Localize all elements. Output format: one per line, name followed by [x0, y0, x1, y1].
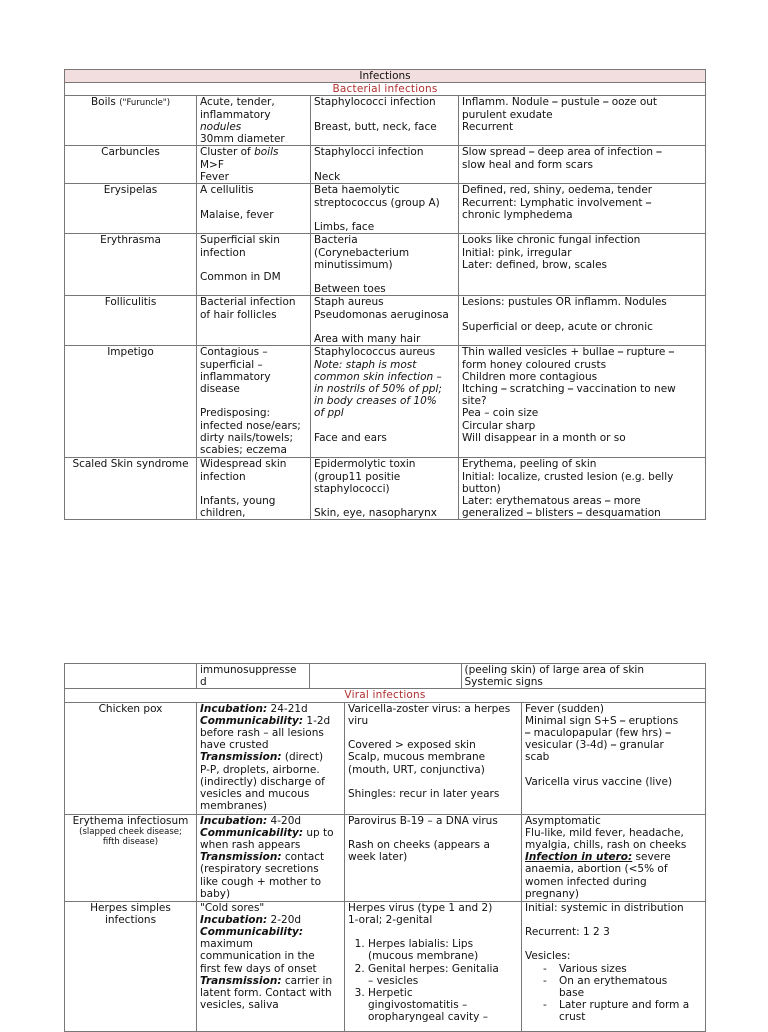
text-line: staphylococci): [314, 482, 390, 495]
text-line: latent form. Contact with: [200, 987, 332, 1000]
text-line: M>F: [200, 158, 224, 171]
transmission-label: Transmission:: [200, 974, 282, 987]
blank-line: [200, 197, 307, 209]
description-cell: [197, 458, 311, 520]
text-line: Fever: [200, 170, 229, 183]
text-line: (respiratory secretions: [200, 863, 319, 876]
blank-line: [314, 159, 455, 171]
text-line: (Corynebacterium: [314, 246, 410, 259]
text-line: Covered > exposed skin: [348, 739, 476, 752]
text-line: A cellulitis: [200, 184, 254, 197]
cause-cell: [311, 234, 459, 296]
list-item: [368, 963, 518, 987]
text-line: immunosuppresse: [200, 664, 297, 676]
signs-cell: [459, 146, 706, 184]
cause-cell: [345, 702, 522, 814]
text-line: - Later rupture and form a: [559, 999, 690, 1012]
blank-line: [314, 495, 455, 507]
infection-name-note: (slapped cheek disease;: [79, 826, 182, 837]
note-line: in body creases of 10%: [314, 395, 437, 408]
text-line: disease: [200, 383, 240, 396]
text-line: Varicella virus vaccine (live): [525, 775, 673, 788]
cause-cell: [345, 814, 522, 901]
text-line: (indirectly) discharge of: [200, 775, 325, 788]
text-line: [200, 975, 341, 987]
text-line: Recurrent: 1 2 3: [525, 926, 610, 938]
text-line: Staphylococcus aureus: [314, 346, 436, 359]
table-row: [65, 146, 706, 184]
cause-cell: [345, 901, 522, 1031]
cause-cell: [311, 296, 459, 346]
text-line: pregnany): [525, 887, 579, 900]
text-line: [200, 926, 341, 938]
infection-name: Herpes simples: [90, 901, 171, 914]
description-cell: [197, 184, 311, 234]
text-line: gingivostomatitis –: [368, 999, 468, 1012]
text-line: d: [200, 676, 207, 689]
text-line: Limbs, face: [314, 221, 375, 233]
section-header-row: [65, 83, 706, 96]
signs-cell: [459, 296, 706, 346]
infection-name-note: ("Furuncle"): [119, 98, 171, 109]
text-line: Breast, butt, neck, face: [314, 120, 437, 133]
continuation-content-cell: [197, 664, 706, 689]
list-item: [368, 987, 518, 1024]
text-line: Contagious –: [200, 346, 268, 359]
incubation-label: Incubation:: [200, 702, 268, 715]
text-line: - On an erythematous: [559, 974, 668, 987]
continuation-inner-row: [197, 664, 705, 688]
herpes-type-list: [348, 938, 518, 1023]
blank-line: [314, 209, 455, 221]
list-item: [543, 963, 702, 975]
text-line: 30mm diameter: [200, 133, 285, 146]
text-line: Bacterial infection: [200, 296, 296, 309]
transmission-label: Transmission:: [200, 751, 282, 764]
bacterial-infections-table: [64, 69, 706, 520]
text-line: Varicella-zoster virus: a herpes: [348, 702, 511, 715]
list-item: [543, 999, 702, 1023]
text-line: 1. Herpes labialis: Lips: [368, 938, 474, 951]
communicability-value: up to: [303, 826, 334, 839]
text-line: (mucous membrane): [368, 950, 479, 963]
text-line: Rash on cheeks (appears a: [348, 839, 490, 851]
text-line: site?: [462, 395, 487, 408]
infection-name: Chicken pox: [98, 702, 163, 715]
table-row: [65, 702, 706, 814]
note-line: of ppl: [314, 407, 344, 420]
description-cell: [197, 346, 311, 458]
signs-cell: [459, 234, 706, 296]
section-header-row: [65, 689, 706, 702]
transmission-value: (direct): [281, 751, 324, 764]
description-cell: [197, 146, 311, 184]
signs-cell: [522, 814, 706, 901]
blank-line: [314, 109, 455, 121]
text-line: [200, 715, 341, 727]
note-line: Note: staph is most: [314, 358, 417, 371]
text-line: Staphylococci infection: [314, 96, 436, 109]
text-line: week later): [348, 851, 408, 864]
text-line: baby): [200, 887, 231, 900]
text-line: P-P, droplets, airborne.: [200, 763, 320, 776]
text-line: before rash – all lesions: [200, 727, 324, 740]
text-line: Pseudomonas aeruginosa: [314, 308, 449, 321]
text-line: generalized ⎯ blisters ⎯ desquamation: [462, 507, 661, 520]
continuation-row: [65, 664, 706, 689]
text-line: [200, 146, 307, 158]
text-line: Thin walled vesicles + bullae ⎯ rupture ⎯: [462, 346, 674, 359]
text-line: anaemia, abortion (<5% of: [525, 863, 668, 876]
text-line: Erythema, peeling of skin: [462, 458, 597, 471]
text-line: form honey coloured crusts: [462, 358, 607, 371]
vesicle-feature-list: [525, 963, 702, 1024]
text-line: Skin, eye, nasopharynx: [314, 507, 437, 520]
signs-cell: [522, 901, 706, 1031]
text-line: membranes): [200, 800, 268, 813]
table-row: [65, 184, 706, 234]
infection-name: Boils: [90, 96, 116, 109]
text-line: [200, 914, 341, 926]
text-line: Initial: systemic in distribution: [525, 901, 684, 914]
infection-name: Carbuncles: [101, 146, 160, 159]
table-title: Infections: [65, 70, 706, 83]
epidemiology-cell: [197, 901, 345, 1031]
text-line: Herpes virus (type 1 and 2): [348, 901, 493, 914]
signs-cell: [459, 346, 706, 458]
text-line: women infected during: [525, 875, 647, 888]
signs-cell: [459, 96, 706, 146]
text-line: Vesicles:: [525, 950, 571, 963]
text-line: slow heal and form scars: [462, 158, 593, 171]
text-line: vesicular (3-4d) ⎯ granular: [525, 739, 664, 752]
text-line: Beta haemolytic: [314, 184, 400, 197]
text-line: base: [559, 987, 585, 999]
text-line: Recurrent: [462, 120, 514, 133]
table-row: [65, 458, 706, 520]
table-title-row: [65, 70, 706, 83]
cause-cell: [311, 346, 459, 458]
blank-line: [200, 395, 307, 407]
text-line: Bacteria: [314, 234, 358, 247]
text-line: inflammatory: [200, 370, 271, 383]
continuation-col1: [197, 664, 309, 688]
text-line: [200, 827, 341, 839]
text-line: purulent exudate: [462, 108, 553, 121]
infection-name-cell: [65, 296, 197, 346]
text-line: Scalp, mucous membrane: [348, 751, 486, 764]
text-line: viru: [348, 714, 369, 727]
text-line: Malaise, fever: [200, 208, 274, 221]
cause-cell: [311, 96, 459, 146]
description-cell: [197, 96, 311, 146]
text-line: scabies; eczema: [200, 444, 287, 457]
text-line: like cough + mother to: [200, 875, 322, 888]
text-line: when rash appears: [200, 839, 301, 852]
text-line: crust: [559, 1011, 586, 1024]
text-line: Later: erythematous areas ⎯ more: [462, 495, 641, 508]
text-line: [200, 751, 341, 763]
text-line: Parovirus B-19 – a DNA virus: [348, 814, 498, 827]
blank-line: [348, 827, 518, 839]
text-line: Infants, young: [200, 495, 276, 507]
description-cell: [197, 234, 311, 296]
text-line: [200, 851, 341, 863]
text-line: nodules: [200, 120, 242, 133]
infection-name-cell: [65, 702, 197, 814]
text-line: minutissimum): [314, 258, 393, 271]
blank-line: [348, 727, 518, 739]
blank-line: [314, 321, 455, 333]
infection-name: Erythema infectiosum: [72, 814, 189, 827]
cause-cell: [311, 458, 459, 520]
text-line: Epidermolytic toxin: [314, 458, 416, 471]
transmission-value: contact: [281, 851, 325, 864]
blank-line: [462, 309, 702, 321]
transmission-value: carrier in: [281, 974, 333, 987]
section-header-bacterial: Bacterial infections: [65, 83, 706, 96]
text-line: 3. Herpetic: [368, 987, 413, 1000]
infection-name-cell: [65, 234, 197, 296]
text-line: Between toes: [314, 283, 386, 296]
table-row: [65, 346, 706, 458]
blank-line: [200, 259, 307, 271]
infection-name: infections: [104, 913, 157, 926]
text-line: streptococcus (group A): [314, 196, 440, 209]
text-line: scab: [525, 751, 550, 764]
text-line: 1-oral; 2-genital: [348, 913, 433, 926]
table-row: [65, 814, 706, 901]
transmission-label: Transmission:: [200, 851, 282, 864]
infection-name-cell: [65, 184, 197, 234]
text-line: Superficial or deep, acute or chronic: [462, 320, 653, 333]
infection-name-cell: [65, 901, 197, 1031]
continuation-col3: [461, 664, 705, 688]
infection-name: Erythrasma: [100, 234, 161, 247]
table-row: [65, 296, 706, 346]
epidemiology-cell: [197, 702, 345, 814]
blank-line: [525, 764, 702, 776]
note-line: common skin infection –: [314, 370, 442, 383]
continuation-inner-table: [197, 664, 705, 688]
infection-name-cell: [65, 96, 197, 146]
infection-name-note: fifth disease): [102, 836, 159, 847]
text-line: Defined, red, shiny, oedema, tender: [462, 184, 653, 197]
text-line: Neck: [314, 170, 341, 183]
text-line: first few days of onset: [200, 962, 317, 975]
infection-name: Folliculitis: [104, 296, 157, 309]
text-line: Acute, tender,: [200, 96, 275, 109]
text-line: Initial: localize, crusted lesion (e.g. belly: [462, 470, 674, 483]
incubation-value: 24-21d: [267, 702, 308, 715]
text-line: inflammatory: [200, 108, 271, 121]
text-line: Asymptomatic: [525, 814, 601, 827]
text-line: "Cold sores": [200, 901, 265, 914]
text-line: Circular sharp: [462, 419, 536, 432]
communicability-value: 1-2d: [303, 714, 331, 727]
text-line: Common in DM: [200, 271, 281, 283]
infection-name-cell: [65, 146, 197, 184]
viral-infections-table: [64, 663, 706, 1032]
text-line: Predisposing:: [200, 407, 271, 420]
blank-line: [314, 420, 455, 432]
text-line: oropharyngeal cavity –: [368, 1011, 488, 1024]
text-line: Widespread skin: [200, 458, 287, 471]
text-line: have crusted: [200, 739, 269, 752]
text-line: – vesicles: [368, 974, 419, 987]
text-line: Systemic signs: [464, 676, 543, 689]
text-line: infection: [200, 246, 246, 259]
infection-in-utero-label: Infection in utero:: [525, 851, 633, 864]
text-line: Itching ⎯ scratching ⎯ vaccination to new: [462, 383, 676, 396]
text-line: chronic lymphedema: [462, 208, 573, 221]
communicability-label: Communicability:: [200, 826, 304, 839]
table-row: [65, 901, 706, 1031]
text-line: [200, 815, 341, 827]
text-line: Pea – coin size: [462, 407, 539, 420]
text-line: Children more contagious: [462, 370, 598, 383]
signs-cell: [522, 702, 706, 814]
text-line: of hair follicles: [200, 308, 277, 321]
blank-line: [525, 914, 702, 926]
text-line: superficial –: [200, 358, 263, 371]
text-line: Area with many hair: [314, 333, 421, 345]
table-row: [65, 234, 706, 296]
section-header-viral: Viral infections: [65, 689, 706, 702]
text-line: [200, 703, 341, 715]
cause-cell: [311, 184, 459, 234]
text-line: Superficial skin: [200, 234, 280, 247]
text-line: button): [462, 482, 501, 495]
text-line: Shingles: recur in later years: [348, 788, 500, 800]
list-item: [543, 975, 702, 999]
epidemiology-cell: [197, 814, 345, 901]
text-line: Minimal sign S+S ⎯ eruptions: [525, 714, 679, 727]
communicability-label: Communicability:: [200, 714, 304, 727]
text-line: communication in the: [200, 950, 315, 963]
table-row: [65, 96, 706, 146]
blank-line: [348, 926, 518, 938]
text-line: vesicles and mucous: [200, 788, 310, 801]
text-line: maximum: [200, 938, 253, 951]
list-item: [368, 938, 518, 962]
continuation-name-cell: [65, 664, 197, 689]
text-line: infection: [200, 470, 246, 483]
text-line: Staphylocci infection: [314, 146, 424, 159]
description-cell: [197, 296, 311, 346]
text-line: Staph aureus: [314, 296, 384, 309]
infection-in-utero-value: severe: [632, 851, 671, 864]
text-line: Flu-like, mild fever, headache,: [525, 826, 684, 839]
incubation-label: Incubation:: [200, 913, 268, 926]
text-line: Will disappear in a month or so: [462, 431, 626, 444]
text-line: Lesions: pustules OR inflamm. Nodules: [462, 296, 667, 309]
incubation-label: Incubation:: [200, 814, 268, 827]
text-line: [525, 851, 702, 863]
incubation-value: 4-20d: [267, 814, 302, 827]
infection-name: Scaled Skin syndrome: [72, 458, 189, 471]
signs-cell: [459, 458, 706, 520]
note-line: in nostrils of 50% of ppl;: [314, 383, 442, 396]
blank-line: [525, 938, 702, 950]
cluster-text: Cluster of: [200, 146, 255, 159]
text-line: (group11 positie: [314, 470, 401, 483]
boils-italic: boils: [254, 146, 279, 159]
text-line: myalgia, chills, rash on cheeks: [525, 839, 687, 852]
text-line: Fever (sudden): [525, 702, 605, 715]
text-line: Looks like chronic fungal infection: [462, 234, 641, 247]
text-line: (peeling skin) of large area of skin: [464, 664, 644, 676]
text-line: - Various sizes: [559, 962, 627, 975]
text-line: Recurrent: Lymphatic involvement ⎯: [462, 196, 652, 209]
text-line: vesicles, saliva: [200, 999, 279, 1012]
infection-name-cell: [65, 346, 197, 458]
infection-name: Impetigo: [107, 346, 154, 359]
signs-cell: [459, 184, 706, 234]
blank-line: [200, 483, 307, 495]
infection-name: Erysipelas: [103, 184, 158, 197]
text-line: 2. Genital herpes: Genitalia: [368, 962, 499, 975]
text-line: Face and ears: [314, 431, 387, 444]
blank-line: [314, 271, 455, 283]
communicability-label: Communicability:: [200, 926, 304, 939]
continuation-col2: [309, 664, 461, 688]
infection-name-cell: [65, 814, 197, 901]
cause-cell: [311, 146, 459, 184]
incubation-value: 2-20d: [267, 913, 302, 926]
text-line: dirty nails/towels;: [200, 431, 294, 444]
text-line: infected nose/ears;: [200, 419, 301, 432]
blank-line: [348, 776, 518, 788]
text-line: ⎯ maculopapular (few hrs) ⎯: [525, 727, 671, 740]
text-line: Slow spread ⎯ deep area of infection ⎯: [462, 146, 662, 159]
text-line: Later: defined, brow, scales: [462, 258, 608, 271]
text-line: Inflamm. Nodule ⎯ pustule ⎯ ooze out: [462, 96, 658, 109]
infection-name-cell: [65, 458, 197, 520]
text-line: children,: [200, 507, 246, 520]
text-line: Initial: pink, irregular: [462, 246, 572, 259]
text-line: (mouth, URT, conjunctiva): [348, 763, 485, 776]
